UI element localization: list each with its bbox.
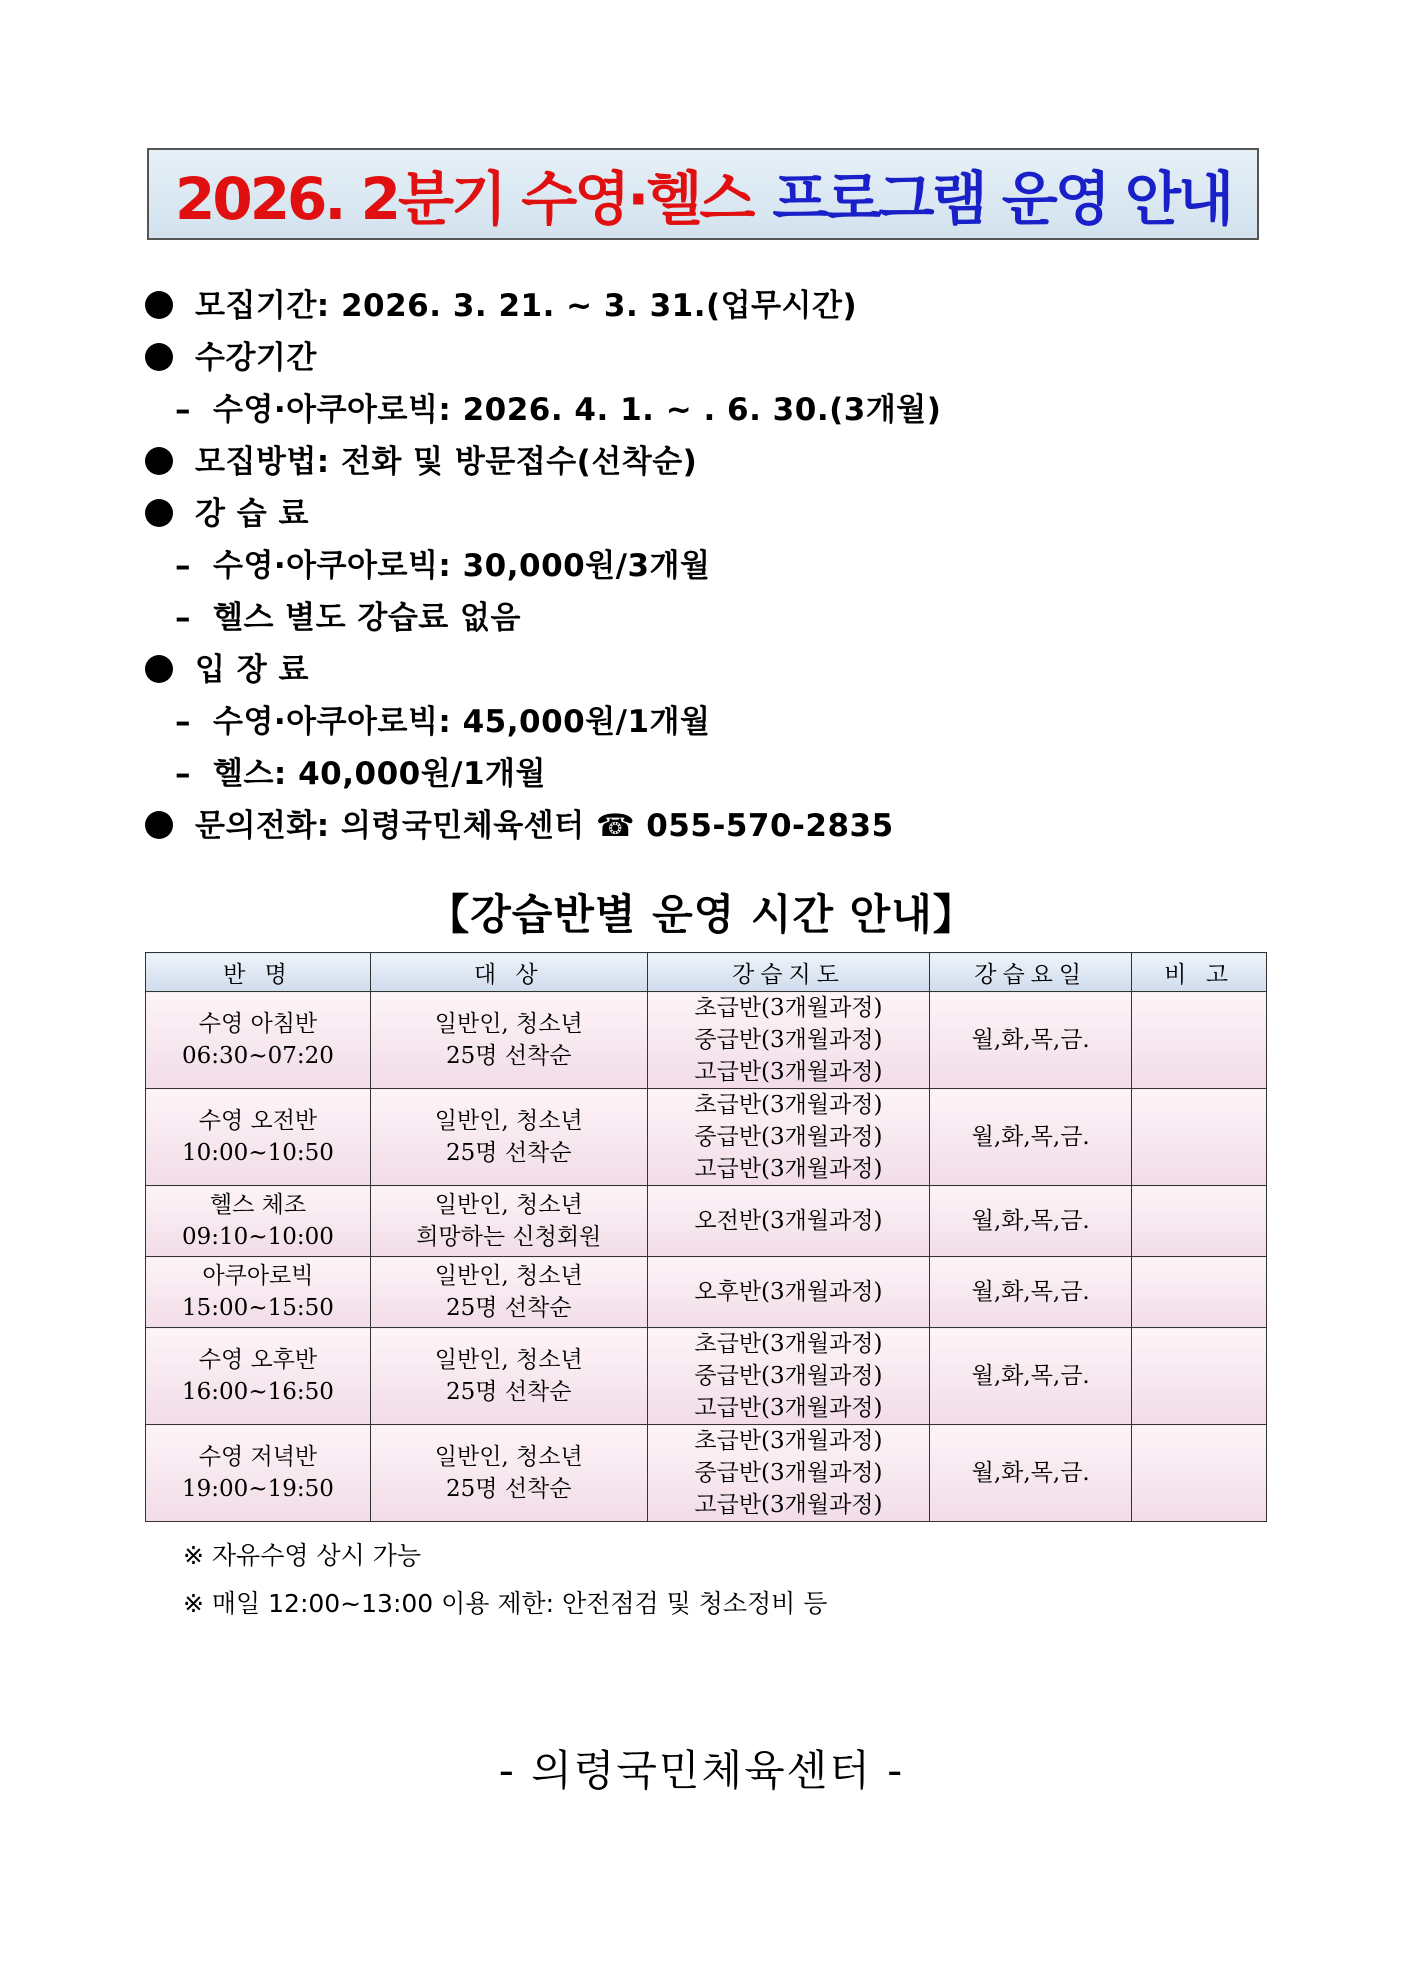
cell-class-name-line: 16:00~16:50	[182, 1379, 334, 1405]
cell-class-name-line: 10:00~10:50	[182, 1140, 334, 1166]
table-header-row	[146, 953, 1267, 992]
info-text: 입 장 료	[195, 652, 309, 688]
dash-marker: –	[175, 704, 191, 740]
notes	[183, 1532, 827, 1628]
bullet-icon	[145, 447, 173, 475]
cell-target	[370, 1186, 647, 1257]
footer-org: - 의령국민체육센터 -	[498, 1746, 905, 1795]
table-row	[146, 1186, 1267, 1257]
document-title	[147, 148, 1259, 240]
info-text: 헬스: 40,000원/1개월	[213, 756, 546, 792]
cell-guide	[647, 992, 930, 1089]
cell-guide	[647, 1089, 930, 1186]
info-subitem	[145, 540, 1295, 592]
cell-guide-line: 고급반(3개월과정)	[694, 1395, 883, 1421]
cell-class-name	[146, 1089, 371, 1186]
info-text: 수강기간	[195, 340, 317, 376]
cell-note	[1132, 1328, 1267, 1425]
cell-guide-line: 고급반(3개월과정)	[694, 1156, 883, 1182]
cell-guide-line: 고급반(3개월과정)	[694, 1059, 883, 1085]
cell-guide-line: 초급반(3개월과정)	[694, 1092, 883, 1118]
bullet-icon	[145, 499, 173, 527]
cell-class-name-line: 수영 아침반	[198, 1011, 318, 1037]
cell-target-line: 25명 선착순	[446, 1043, 572, 1069]
info-item	[145, 280, 1295, 332]
table-row	[146, 1328, 1267, 1425]
info-text: 강 습 료	[195, 496, 309, 532]
header-days: 강습요일	[930, 953, 1132, 992]
info-text: 수영·아쿠아로빅: 45,000원/1개월	[213, 704, 711, 740]
cell-target-line: 일반인, 청소년	[434, 1011, 583, 1037]
table-row	[146, 1425, 1267, 1522]
info-text: 수영·아쿠아로빅: 2026. 4. 1. ~ . 6. 30.(3개월)	[213, 392, 942, 428]
cell-class-name-line: 수영 오전반	[198, 1108, 318, 1134]
cell-days: 월,화,목,금.	[930, 1257, 1132, 1328]
cell-note	[1132, 1425, 1267, 1522]
note-free-swim: ※ 자유수영 상시 가능	[183, 1541, 421, 1570]
info-text: 모집방법: 전화 및 방문접수(선착순)	[195, 444, 698, 480]
info-item	[145, 436, 1295, 488]
info-subitem	[145, 592, 1295, 644]
cell-target-line: 25명 선착순	[446, 1379, 572, 1405]
cell-class-name-line: 19:00~19:50	[182, 1476, 334, 1502]
cell-days: 월,화,목,금.	[930, 1328, 1132, 1425]
schedule-title: 【강습반별 운영 시간 안내】	[427, 890, 976, 939]
title-part2: 프로그램 운영 안내	[772, 165, 1232, 233]
cell-class-name-line: 헬스 체조	[209, 1192, 307, 1218]
info-subitem	[145, 384, 1295, 436]
header-class-name: 반 명	[146, 953, 371, 992]
table-row	[146, 1257, 1267, 1328]
cell-target-line: 희망하는 신청회원	[416, 1224, 602, 1250]
cell-class-name	[146, 1186, 371, 1257]
cell-class-name-line: 15:00~15:50	[182, 1295, 334, 1321]
cell-class-name	[146, 1257, 371, 1328]
info-item	[145, 644, 1295, 696]
title-part1: 2026. 2분기 수영·헬스	[174, 165, 753, 233]
info-section	[145, 280, 1295, 852]
header-note: 비 고	[1132, 953, 1267, 992]
cell-target	[370, 1089, 647, 1186]
cell-guide-line: 초급반(3개월과정)	[694, 1331, 883, 1357]
cell-target	[370, 1257, 647, 1328]
info-subitem	[145, 696, 1295, 748]
cell-guide-line: 중급반(3개월과정)	[694, 1027, 883, 1053]
bullet-icon	[145, 291, 173, 319]
schedule-table	[145, 952, 1267, 1522]
cell-target	[370, 1425, 647, 1522]
header-target: 대 상	[370, 953, 647, 992]
info-text: 문의전화: 의령국민체육센터 ☎ 055-570-2835	[195, 808, 894, 844]
cell-target-line: 일반인, 청소년	[434, 1444, 583, 1470]
cell-class-name-line: 아쿠아로빅	[202, 1263, 314, 1289]
cell-guide-line: 중급반(3개월과정)	[694, 1460, 883, 1486]
cell-target	[370, 1328, 647, 1425]
info-text: 모집기간: 2026. 3. 21. ~ 3. 31.(업무시간)	[195, 288, 858, 324]
cell-target-line: 일반인, 청소년	[434, 1108, 583, 1134]
bullet-icon	[145, 343, 173, 371]
cell-note	[1132, 1257, 1267, 1328]
cell-days: 월,화,목,금.	[930, 992, 1132, 1089]
info-text: 헬스 별도 강습료 없음	[213, 600, 521, 636]
cell-guide	[647, 1425, 930, 1522]
info-subitem	[145, 748, 1295, 800]
cell-guide	[647, 1328, 930, 1425]
info-item	[145, 488, 1295, 540]
table-row	[146, 1089, 1267, 1186]
cell-target-line: 25명 선착순	[446, 1295, 572, 1321]
bullet-icon	[145, 655, 173, 683]
cell-note	[1132, 1186, 1267, 1257]
dash-marker: –	[175, 600, 191, 636]
cell-target-line: 일반인, 청소년	[434, 1347, 583, 1373]
cell-target-line: 일반인, 청소년	[434, 1263, 583, 1289]
cell-target-line: 25명 선착순	[446, 1140, 572, 1166]
cell-target-line: 일반인, 청소년	[434, 1192, 583, 1218]
cell-class-name-line: 06:30~07:20	[182, 1043, 334, 1069]
cell-guide-line: 초급반(3개월과정)	[694, 995, 883, 1021]
cell-days: 월,화,목,금.	[930, 1425, 1132, 1522]
cell-class-name	[146, 992, 371, 1089]
dash-marker: –	[175, 548, 191, 584]
cell-guide-line: 오후반(3개월과정)	[694, 1279, 883, 1305]
cell-guide-line: 중급반(3개월과정)	[694, 1363, 883, 1389]
cell-target-line: 25명 선착순	[446, 1476, 572, 1502]
cell-guide-line: 중급반(3개월과정)	[694, 1124, 883, 1150]
dash-marker: –	[175, 392, 191, 428]
cell-guide	[647, 1257, 930, 1328]
cell-class-name	[146, 1328, 371, 1425]
dash-marker: –	[175, 756, 191, 792]
note-restriction: ※ 매일 12:00~13:00 이용 제한: 안전점검 및 청소정비 등	[183, 1589, 828, 1618]
bullet-icon	[145, 811, 173, 839]
cell-note	[1132, 992, 1267, 1089]
cell-guide-line: 고급반(3개월과정)	[694, 1492, 883, 1518]
cell-class-name	[146, 1425, 371, 1522]
cell-class-name-line: 수영 저녁반	[198, 1444, 318, 1470]
cell-note	[1132, 1089, 1267, 1186]
cell-class-name-line: 09:10~10:00	[182, 1224, 334, 1250]
cell-guide-line: 오전반(3개월과정)	[694, 1208, 883, 1234]
cell-days: 월,화,목,금.	[930, 1089, 1132, 1186]
info-item	[145, 800, 1295, 852]
info-item	[145, 332, 1295, 384]
table-row	[146, 992, 1267, 1089]
cell-guide	[647, 1186, 930, 1257]
cell-class-name-line: 수영 오후반	[198, 1347, 318, 1373]
cell-days: 월,화,목,금.	[930, 1186, 1132, 1257]
header-guide: 강습지도	[647, 953, 930, 992]
cell-target	[370, 992, 647, 1089]
info-text: 수영·아쿠아로빅: 30,000원/3개월	[213, 548, 711, 584]
cell-guide-line: 초급반(3개월과정)	[694, 1428, 883, 1454]
